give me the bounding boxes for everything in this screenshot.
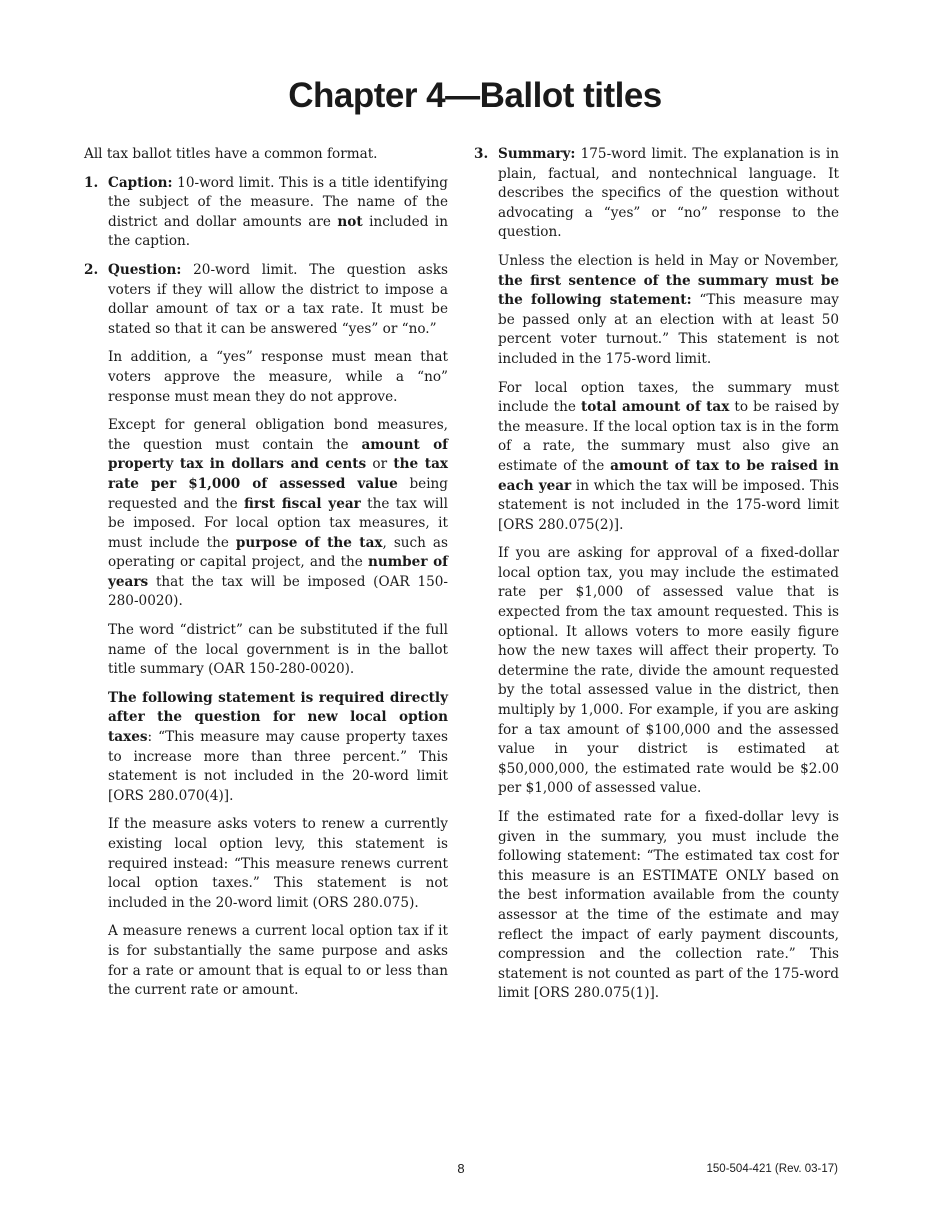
unless-paragraph: Unless the election is held in May or November, the first sentence of the summary must be the following statement: “This measure may be passed only at an election with at least 50 percent voter turnout.” This statement is not included in the 175-word limit. xyxy=(498,252,839,367)
list-number: 1. xyxy=(84,174,99,191)
district-paragraph: The word “district” can be substituted if the full name of the local government is in the ballot title summary (OAR 150-280-0020). xyxy=(108,622,448,678)
list-item-question: 2. Question: 20-word limit. The question asks voters if they will allow the district to impose a dollar amount of tax or a tax rate. It must be stated so that it can be answered “yes” or “no.” xyxy=(84,261,448,337)
summary-heading: Summary: xyxy=(498,146,576,162)
list-item-summary: 3. Summary: 175-word limit. The explanation is in plain, factual, and nontechnical language. It describes the specifics of the question without advocating a “yes” or “no” response to the question. xyxy=(474,146,839,241)
renew-paragraph: If the measure asks voters to renew a currently existing local option levy, this statement is required instead: “This measure renews current local option taxes.” This statement is not included in the 20-word limit (ORS 280.075). xyxy=(108,816,448,911)
form-id: 150-504-421 (Rev. 03-17) xyxy=(706,1163,838,1175)
list-number: 3. xyxy=(474,146,489,162)
page-title: Chapter 4—Ballot titles xyxy=(288,76,662,115)
measure-renews-paragraph: A measure renews a current local option tax if it is for substantially the same purpose and asks for a rate or amount that is equal to or less than the current rate or amount. xyxy=(108,923,448,999)
list-item-caption: 1. Caption: 10-word limit. This is a title identifying the subject of the measure. The name of the district and dollar amounts are not included in the caption. xyxy=(84,174,448,250)
page-number: 8 xyxy=(457,1161,465,1176)
except-paragraph: Except for general obligation bond measures, the question must contain the amount of property tax in dollars and cents or the tax rate per $1,000 of assessed value being requested and the first fiscal year the tax will be imposed. For local option tax measures, it must include the purpose of the tax, such as operating or capital project, and the number of years that the tax will be imposed (OAR 150-280-0020). xyxy=(108,417,448,610)
approval-paragraph: If you are asking for approval of a fixed-dollar local option tax, you may include the estimated rate per $1,000 of assessed value that is expected from the tax amount requested. This is optional. It allows voters to more easily figure how the new taxes will affect their property. To determine the rate, divide the amount requested by the total assessed value in the district, then multiply by 1,000. For example, if you are asking for a tax amount of $100,000 and the assessed value in your district is estimated at $50,000,000, the estimated rate would be $2.00 per $1,000 of assessed value. xyxy=(498,545,839,797)
question-heading: Question: xyxy=(108,261,182,278)
intro-paragraph: All tax ballot titles have a common format. xyxy=(84,146,378,162)
right-column xyxy=(474,145,839,1013)
left-column xyxy=(84,145,448,1010)
caption-heading: Caption: xyxy=(108,174,173,191)
estimated-rate-paragraph: If the estimated rate for a fixed-dollar levy is given in the summary, you must include the following statement: “The estimated tax cost for this measure is an ESTIMATE ONLY based on the best information available from the county assessor at the time of the estimate and may reflect the impact of early payment discounts, compression and the collection rate.” This statement is not counted as part of the 175-word limit [ORS 280.075(1)]. xyxy=(498,809,839,1002)
local-option-paragraph: For local option taxes, the summary must include the total amount of tax to be raised by the measure. If the local option tax is in the form of a rate, the summary must also give an estimate of the amount of tax to be raised in each year in which the tax will be imposed. This statement is not included in the 175-word limit [ORS 280.075(2)]. xyxy=(498,379,840,533)
list-number: 2. xyxy=(84,261,99,278)
addition-paragraph: In addition, a “yes” response must mean that voters approve the measure, while a “no” response must mean they do not approve. xyxy=(108,349,448,405)
following-statement-paragraph: The following statement is required directly after the question for new local option taxes: “This measure may cause property taxes to increase more than three percent.” This statement is not included in the 20-word limit [ORS 280.070(4)]. xyxy=(108,689,448,804)
